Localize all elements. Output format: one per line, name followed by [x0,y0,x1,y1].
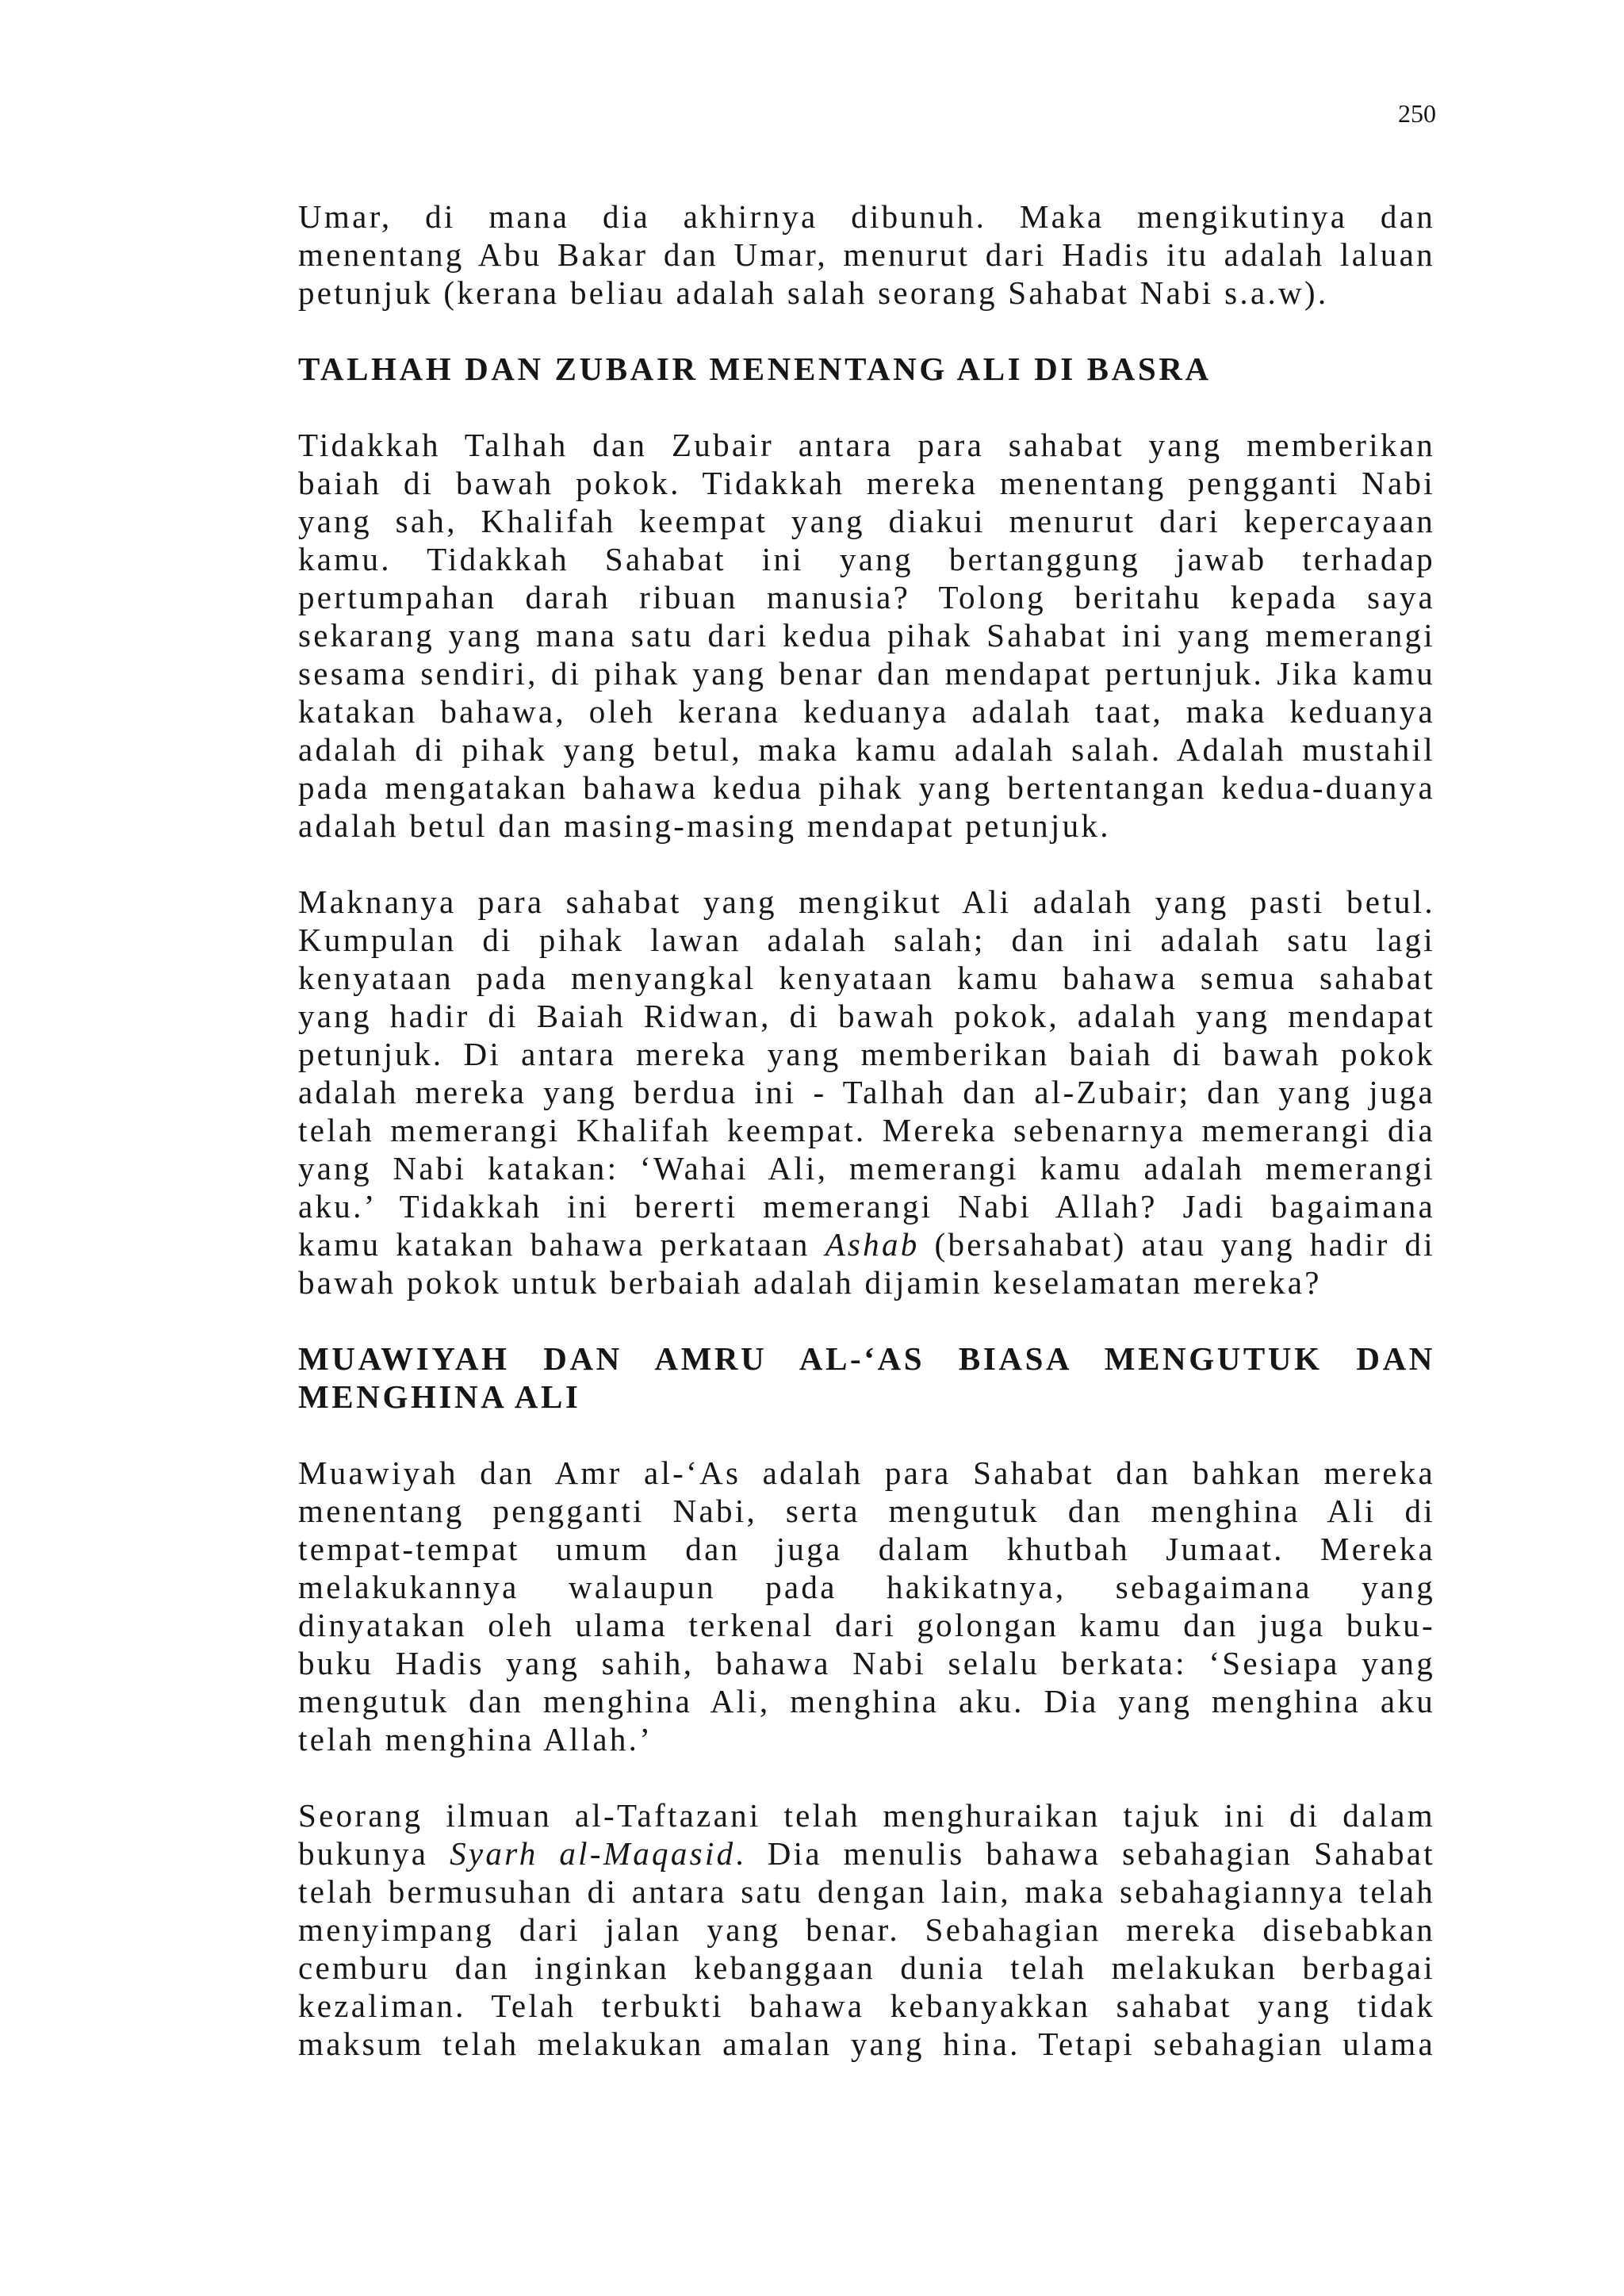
line-text: kamu katakan bahawa perkataan [298,1226,825,1263]
paragraph-line: dinyatakan oleh ulama terkenal dari golongan kamu dan juga buku- [298,1607,1435,1643]
paragraph-line: yang Nabi katakan: ‘Wahai Ali, memerangi kamu adalah memerangi [298,1150,1435,1186]
paragraph-line: telah memerangi Khalifah keempat. Mereka sebenarnya memerangi dia [298,1112,1435,1148]
paragraph-line: kezaliman. Telah terbukti bahawa kebanyakkan sahabat yang tidak [298,1987,1435,2024]
paragraph-line: menyimpang dari jalan yang benar. Sebahagian mereka disebabkan [298,1911,1435,1948]
page-number: 250 [1398,99,1436,128]
paragraph-line: Maknanya para sahabat yang mengikut Ali adalah yang pasti betul. [298,884,1435,920]
paragraph-line [298,1834,1435,1872]
paragraph-line: telah menghina Allah.’ [298,1721,653,1757]
paragraph-line: sekarang yang mana satu dari kedua pihak Sahabat ini yang memerangi [298,617,1435,654]
paragraph-line: yang sah, Khalifah keempat yang diakui menurut dari kepercayaan [298,503,1435,539]
paragraph-line: bawah pokok untuk berbaiah adalah dijamin keselamatan mereka? [298,1264,1322,1301]
paragraph-line: adalah mereka yang berdua ini - Talhah dan al-Zubair; dan yang juga [298,1074,1435,1110]
section-heading [298,350,1435,388]
paragraph-line: Tidakkah Talhah dan Zubair antara para sahabat yang memberikan [298,427,1435,463]
paragraph [298,883,1435,1301]
paragraph-line: menentang Abu Bakar dan Umar, menurut dari Hadis itu adalah laluan [298,236,1435,273]
paragraph-line: pada mengatakan bahawa kedua pihak yang bertentangan kedua-duanya [298,769,1435,806]
paragraph-line: telah bermusuhan di antara satu dengan lain, maka sebahagiannya telah [298,1873,1435,1910]
line-text: (bersahabat) atau yang hadir di [919,1226,1435,1263]
paragraph-line: katakan bahawa, oleh kerana keduanya adalah taat, maka keduanya [298,693,1435,730]
paragraph-line: yang hadir di Baiah Ridwan, di bawah pokok, adalah yang mendapat [298,998,1435,1034]
line-text: . Dia menulis bahawa sebahagian Sahabat [735,1835,1435,1872]
line-text: bukunya [298,1835,450,1872]
paragraph-line: buku Hadis yang sahih, bahawa Nabi selalu berkata: ‘Sesiapa yang [298,1645,1435,1681]
paragraph-line: Umar, di mana dia akhirnya dibunuh. Maka mengikutinya dan [298,198,1435,235]
italic-term: Ashab [825,1226,920,1263]
heading-line: TALHAH DAN ZUBAIR MENENTANG ALI DI BASRA [298,351,1212,387]
paragraph-line: kamu. Tidakkah Sahabat ini yang bertanggung jawab terhadap [298,541,1435,577]
italic-book-title: Syarh al-Maqasid [450,1835,736,1872]
paragraph-line: menentang pengganti Nabi, serta mengutuk dan menghina Ali di [298,1493,1435,1529]
paragraph [298,197,1435,312]
paragraph-line: petunjuk (kerana beliau adalah salah seorang Sahabat Nabi s.a.w). [298,274,1329,311]
section-heading [298,1340,1435,1416]
paragraph-line: melakukannya walaupun pada hakikatnya, sebagaimana yang [298,1569,1435,1605]
paragraph-line: pertumpahan darah ribuan manusia? Tolong beritahu kepada saya [298,579,1435,615]
heading-line: MENGHINA ALI [298,1378,581,1415]
paragraph-line: sesama sendiri, di pihak yang benar dan mendapat pertunjuk. Jika kamu [298,655,1435,692]
paragraph-line: adalah di pihak yang betul, maka kamu adalah salah. Adalah mustahil [298,731,1435,768]
paragraph-line: aku.’ Tidakkah ini bererti memerangi Nabi Allah? Jadi bagaimana [298,1188,1435,1225]
paragraph-line: baiah di bawah pokok. Tidakkah mereka menentang pengganti Nabi [298,465,1435,501]
paragraph-line: mengutuk dan menghina Ali, menghina aku. Dia yang menghina aku [298,1683,1435,1719]
paragraph [298,1796,1435,2063]
paragraph-line: Seorang ilmuan al-Taftazani telah menghuraikan tajuk ini di dalam [298,1797,1435,1834]
paragraph-line [298,1225,1435,1263]
heading-line: MUAWIYAH DAN AMRU AL-‘AS BIASA MENGUTUK DAN [298,1340,1435,1377]
paragraph [298,426,1435,845]
paragraph-line: Kumpulan di pihak lawan adalah salah; dan ini adalah satu lagi [298,922,1435,958]
paragraph-line: kenyataan pada menyangkal kenyataan kamu bahawa semua sahabat [298,960,1435,996]
paragraph-line: cemburu dan inginkan kebanggaan dunia telah melakukan berbagai [298,1949,1435,1986]
page-body [298,197,1435,2101]
paragraph-line: tempat-tempat umum dan juga dalam khutbah Jumaat. Mereka [298,1531,1435,1567]
paragraph-line: Muawiyah dan Amr al-‘As adalah para Sahabat dan bahkan mereka [298,1455,1435,1491]
paragraph-line: maksum telah melakukan amalan yang hina. Tetapi sebahagian ulama [298,2026,1435,2062]
paragraph [298,1454,1435,1758]
paragraph-line: adalah betul dan masing-masing mendapat petunjuk. [298,807,1111,844]
paragraph-line: petunjuk. Di antara mereka yang memberikan baiah di bawah pokok [298,1036,1435,1072]
